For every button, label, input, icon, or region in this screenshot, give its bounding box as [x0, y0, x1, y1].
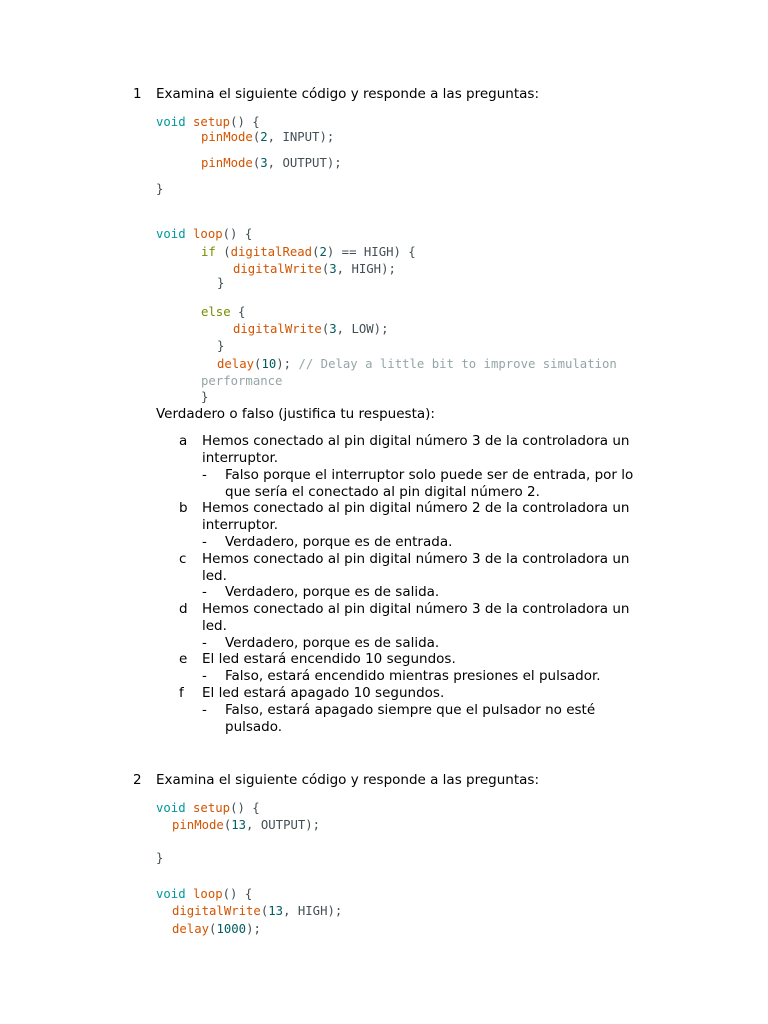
code-line-digitalwrite-high: digitalWrite(13, HIGH); [172, 904, 343, 918]
item-answer-cont: pulsado. [225, 719, 283, 735]
answer-dash: - [202, 467, 207, 483]
code-line-loop: void loop() { [156, 227, 253, 241]
answer-dash: - [202, 702, 207, 718]
item-letter: e [179, 651, 188, 667]
code-line-close-if: } [217, 276, 225, 290]
code-line-pinmode-13: pinMode(13, OUTPUT); [172, 818, 321, 832]
code-line-pinmode-2: pinMode(2, INPUT); [201, 130, 335, 144]
answer-dash: - [202, 668, 207, 684]
question-2-number: 2 [133, 772, 142, 788]
true-false-heading: Verdadero o falso (justifica tu respuesta): [156, 406, 435, 422]
code-line-digitalwrite-high: digitalWrite(3, HIGH); [233, 262, 396, 276]
item-statement-cont: interruptor. [202, 517, 279, 533]
item-answer-cont: que sería el conectado al pin digital número 2. [225, 484, 540, 500]
item-letter: d [179, 601, 188, 617]
code-comment-continuation: performance [201, 374, 283, 388]
item-statement-cont: led. [202, 618, 227, 634]
item-answer: Verdadero, porque es de entrada. [225, 534, 453, 550]
code-line-if: if (digitalRead(2) == HIGH) { [201, 245, 416, 259]
code-line-pinmode-3: pinMode(3, OUTPUT); [201, 156, 342, 170]
code-line-close-else: } [217, 339, 225, 353]
code-line-close-loop: } [201, 390, 209, 404]
item-statement-cont: led. [202, 568, 227, 584]
item-letter: b [179, 500, 188, 516]
item-answer: Falso, estará encendido mientras presiones el pulsador. [225, 668, 601, 684]
code-line-setup: void setup() { [156, 801, 260, 815]
item-letter: a [179, 433, 188, 449]
item-statement: Hemos conectado al pin digital número 3 de la controladora un [202, 433, 630, 449]
question-1-prompt: Examina el siguiente código y responde a las preguntas: [156, 86, 539, 102]
code-line-close-setup: } [156, 851, 164, 865]
code-line-digitalwrite-low: digitalWrite(3, LOW); [233, 322, 389, 336]
item-answer: Falso porque el interruptor solo puede ser de entrada, por lo [225, 467, 634, 483]
code-line-delay: delay(1000); [172, 922, 261, 936]
code-line-else: else { [201, 305, 246, 319]
item-letter: f [179, 685, 184, 701]
item-letter: c [179, 551, 187, 567]
code-line-delay: delay(10); // Delay a little bit to improve simulation [217, 357, 617, 371]
question-2-prompt: Examina el siguiente código y responde a las preguntas: [156, 772, 539, 788]
answer-dash: - [202, 635, 207, 651]
item-statement: Hemos conectado al pin digital número 3 de la controladora un [202, 551, 630, 567]
code-comment: // Delay a little bit to improve simulation [291, 357, 617, 371]
item-statement: Hemos conectado al pin digital número 2 de la controladora un [202, 500, 630, 516]
question-1-number: 1 [133, 86, 142, 102]
item-answer: Verdadero, porque es de salida. [225, 584, 440, 600]
answer-dash: - [202, 534, 207, 550]
answer-dash: - [202, 584, 207, 600]
item-statement: El led estará encendido 10 segundos. [202, 651, 456, 667]
item-statement-cont: interruptor. [202, 450, 279, 466]
code-line-loop: void loop() { [156, 887, 253, 901]
item-statement: Hemos conectado al pin digital número 3 de la controladora un [202, 601, 630, 617]
code-line-setup: void setup() { [156, 115, 260, 129]
item-statement: El led estará apagado 10 segundos. [202, 685, 445, 701]
item-answer: Verdadero, porque es de salida. [225, 635, 440, 651]
item-answer: Falso, estará apagado siempre que el pulsador no esté [225, 702, 596, 718]
code-line-close-setup: } [156, 182, 164, 196]
